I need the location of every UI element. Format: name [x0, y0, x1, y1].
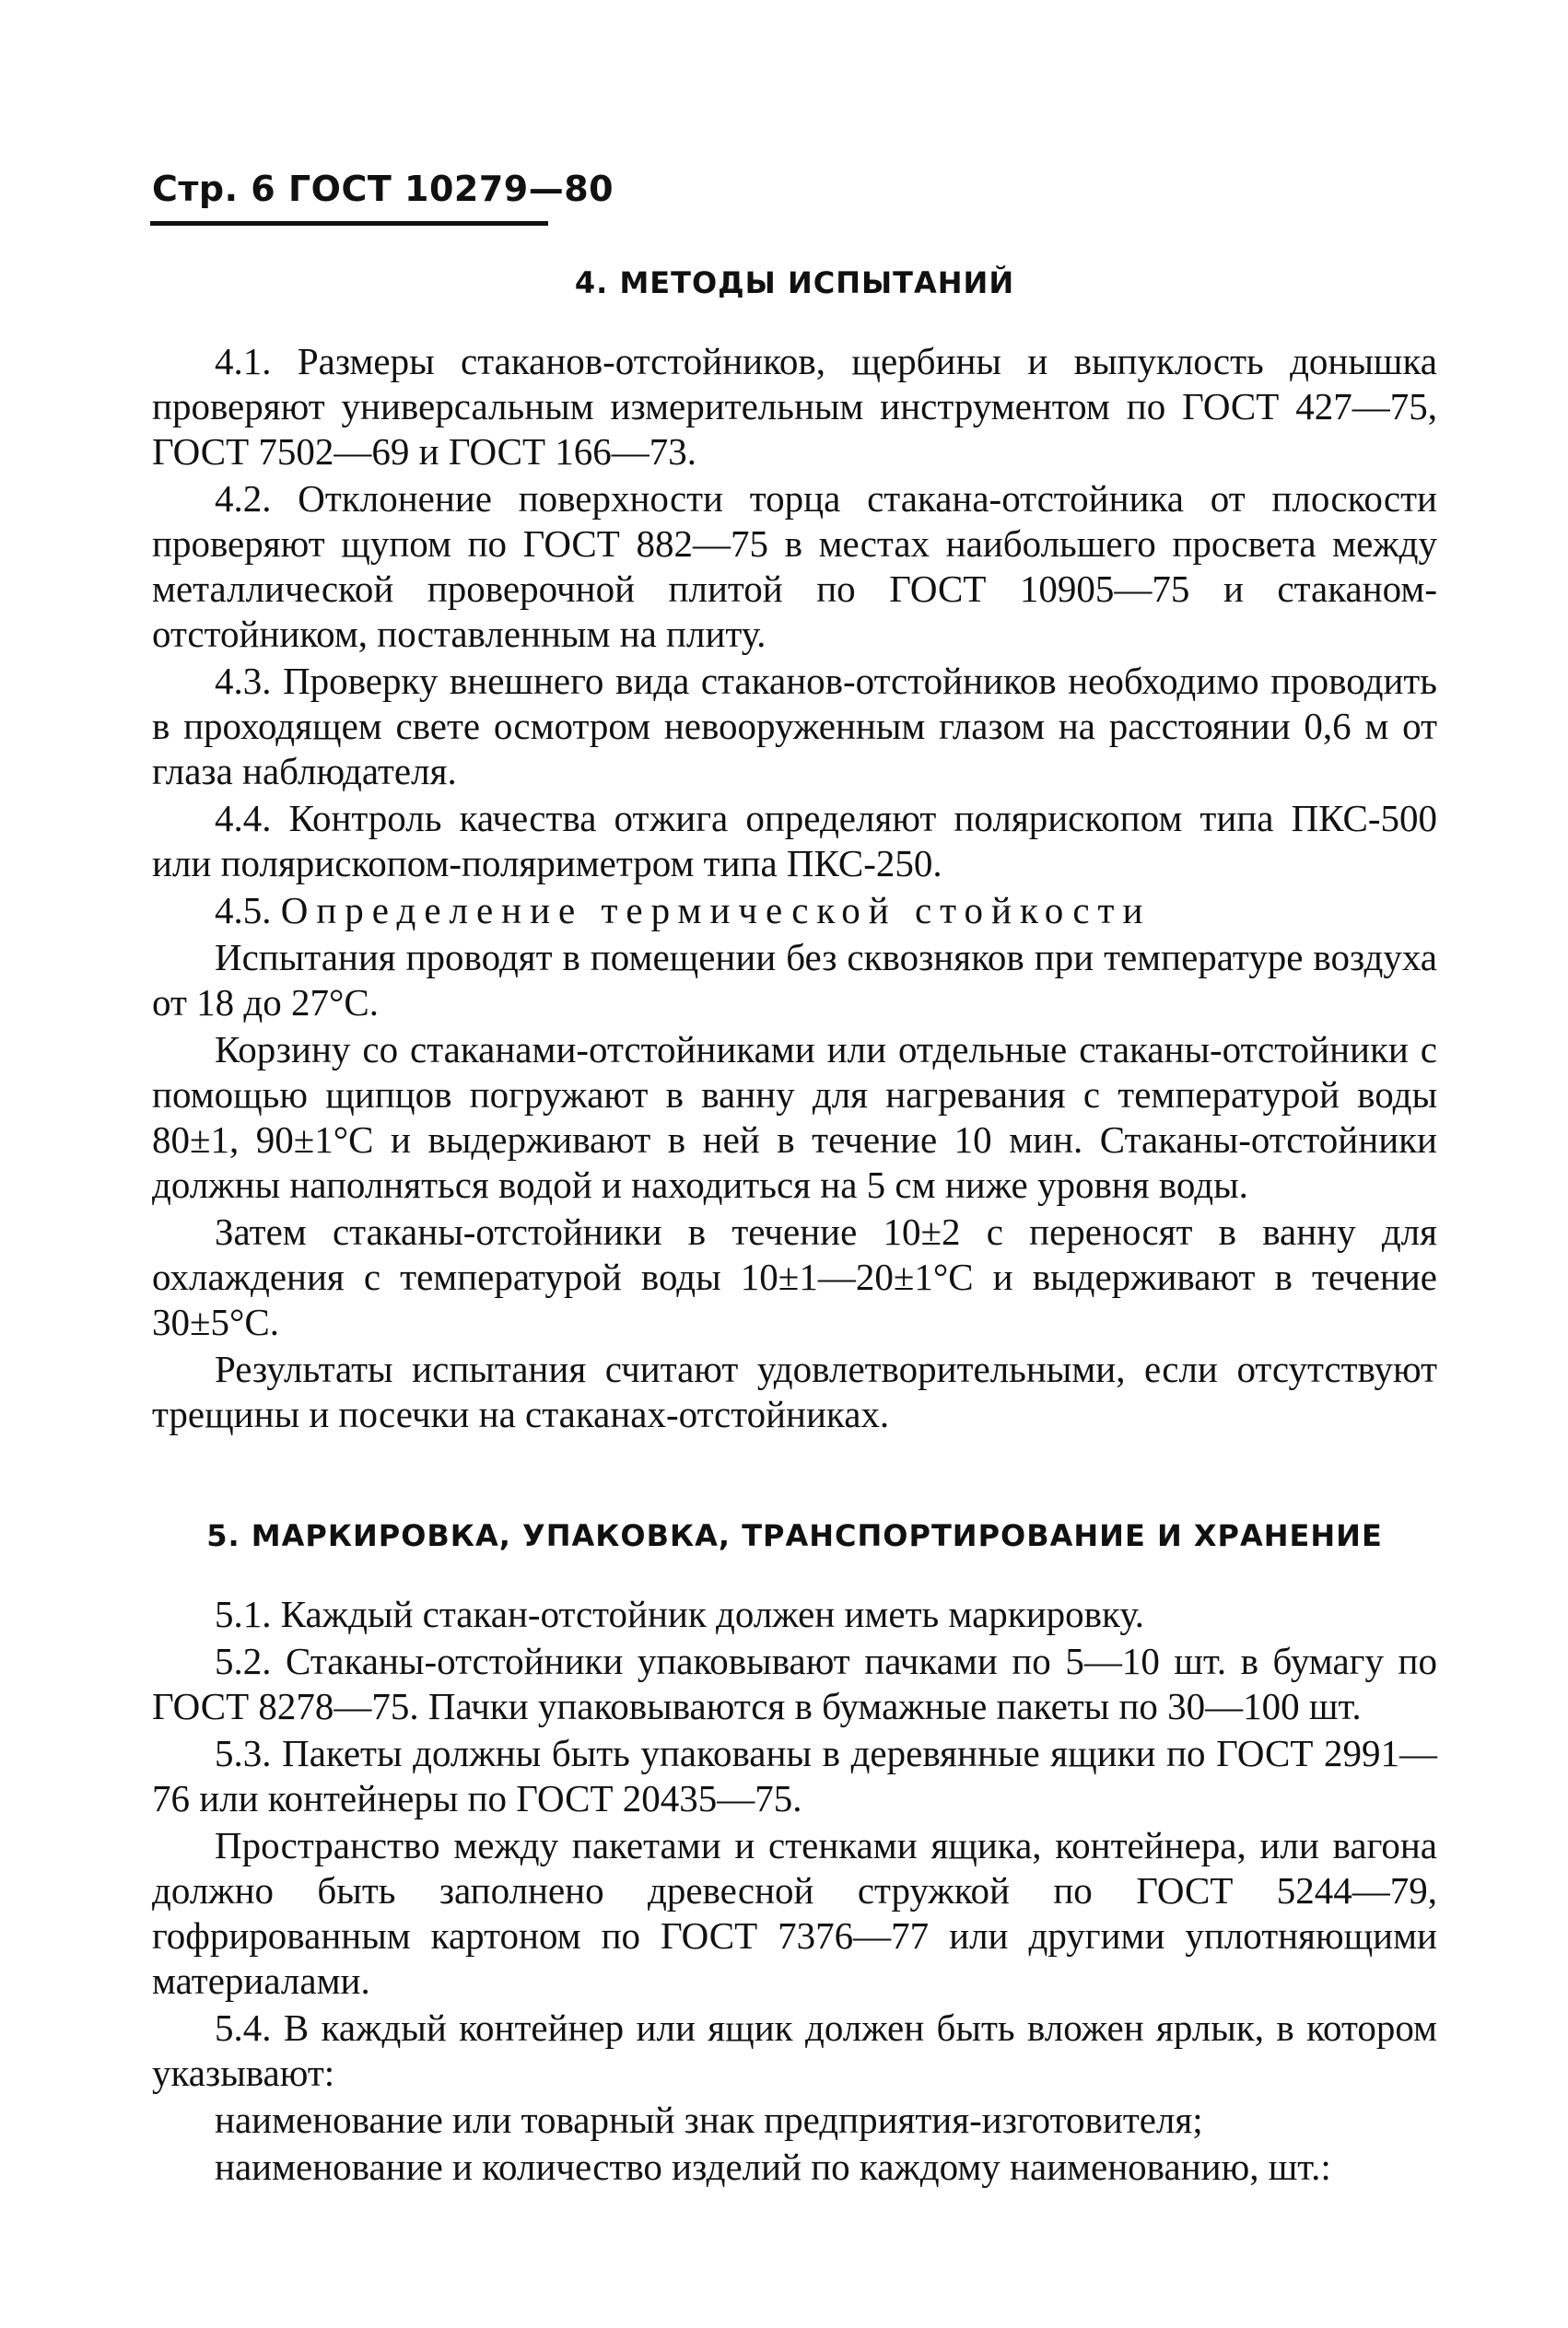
paragraph-5-3-a: Пространство между пакетами и стенками ящика, контейнера, или вагона должно быть заполнено древесной стружкой по ГОСТ 5244—79, гофрированным картоном по ГОСТ 7376—77 или другими уплотняющими материалами. [152, 1824, 1437, 2002]
running-header: Стр. 6 ГОСТ 10279—80 [152, 169, 614, 209]
paragraph-5-2: 5.2. Стаканы-отстойники упаковывают пачками по 5—10 шт. в бумагу по ГОСТ 8278—75. Пачки упаковываются в бумажные пакеты по 30—100 шт. [152, 1640, 1437, 1727]
paragraph-4-5-c: Затем стаканы-отстойники в течение 10±2 с переносят в ванну для охлаждения с температурой воды 10±1—20±1°С и выдерживают в течение 30±5°С. [152, 1211, 1437, 1343]
header-rule [150, 221, 548, 226]
paragraph-5-3: 5.3. Пакеты должны быть упакованы в деревянные ящики по ГОСТ 2991—76 или контейнеры по ГОСТ 20435—75. [152, 1732, 1437, 1819]
paragraph-4-5-number: 4.5. [215, 889, 272, 931]
paragraph-4-2: 4.2. Отклонение поверхности торца стакана-отстойника от плоскости проверяют щупом по ГОСТ 882—75 в местах наибольшего просвета между металлической проверочной плитой по ГОСТ 10905—75 и стаканом-отстойником, поставленным на плиту. [152, 477, 1437, 655]
paragraph-5-4-a: наименование или товарный знак предприятия-изготовителя; [215, 2099, 1203, 2141]
paragraph-5-4: 5.4. В каждый контейнер или ящик должен быть вложен ярлык, в котором указывают: [152, 2006, 1437, 2094]
paragraph-4-1: 4.1. Размеры стаканов-отстойников, щербины и выпуклость донышка проверяют универсальным измерительным инструментом по ГОСТ 427—75, ГОСТ 7502—69 и ГОСТ 166—73. [152, 340, 1437, 473]
section-5-title: 5. МАРКИРОВКА, УПАКОВКА, ТРАНСПОРТИРОВАНИЕ И ХРАНЕНИЕ [206, 1518, 1383, 1553]
paragraph-5-4-b: наименование и количество изделий по каждому наименованию, шт.: [215, 2146, 1331, 2188]
paragraph-5-1: 5.1. Каждый стакан-отстойник должен иметь маркировку. [215, 1593, 1145, 1635]
paragraph-4-5-title: Определение термической стойкости [280, 889, 1152, 931]
paragraph-4-5-d: Результаты испытания считают удовлетворительными, если отсутствуют трещины и посечки на стаканах-отстойниках. [152, 1348, 1437, 1435]
paragraph-4-5-b: Корзину со стаканами-отстойниками или отдельные стаканы-отстойники с помощью щипцов погружают в ванну для нагревания с температурой воды 80±1, 90±1°С и выдерживают в ней в течение 10 мин. Стаканы-отстойники должны наполняться водой и находиться на 5 см ниже уровня воды. [152, 1028, 1437, 1206]
page-content [152, 265, 1437, 2190]
paragraph-4-5-a: Испытания проводят в помещении без сквозняков при температуре воздуха от 18 до 27°С. [152, 936, 1437, 1024]
paragraph-4-5 [152, 888, 1437, 933]
paragraph-4-4: 4.4. Контроль качества отжига определяют полярископом типа ПКС-500 или полярископом-поляриметром типа ПКС-250. [152, 797, 1437, 884]
section-4-title: 4. МЕТОДЫ ИСПЫТАНИЙ [574, 265, 1015, 300]
paragraph-4-3: 4.3. Проверку внешнего вида стаканов-отстойников необходимо проводить в проходящем свете осмотром невооруженным глазом на расстоянии 0,6 м от глаза наблюдателя. [152, 660, 1437, 792]
